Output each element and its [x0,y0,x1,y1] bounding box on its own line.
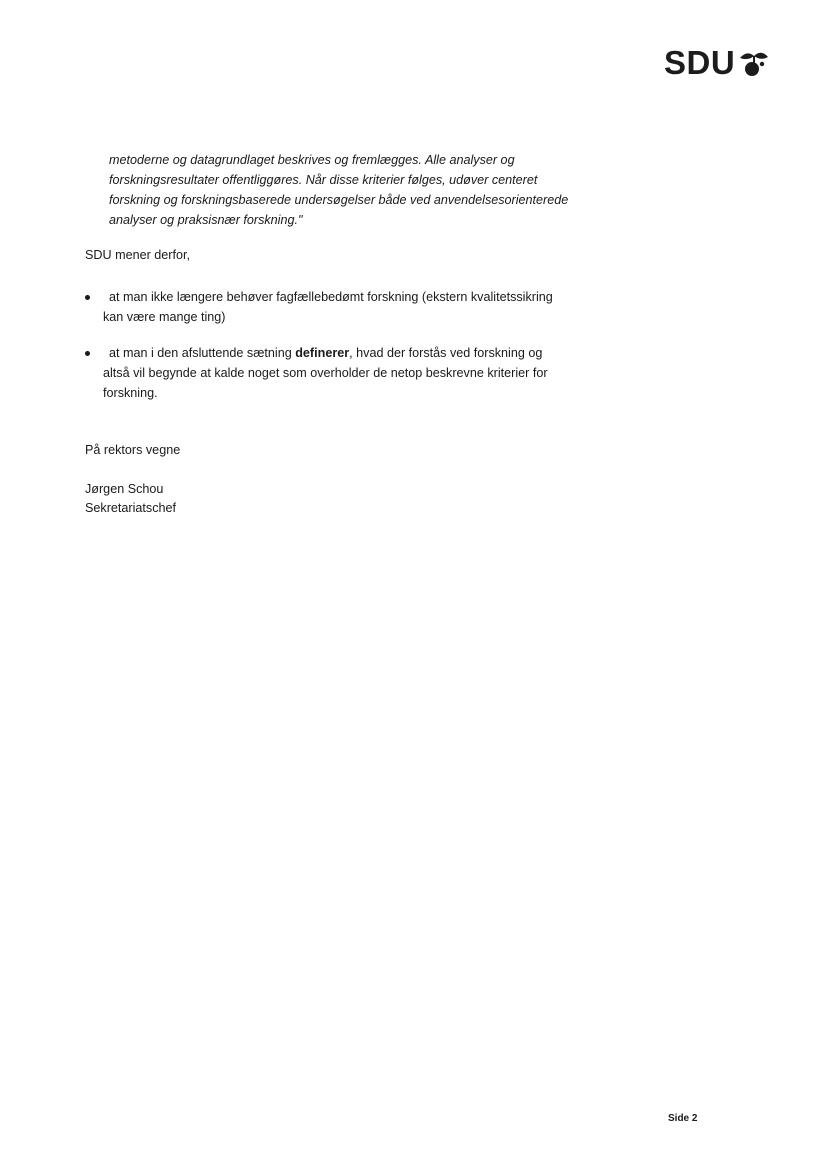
quote-line: analyser og praksisnær forskning." [109,213,303,227]
intro-text: SDU mener derfor, [85,248,190,262]
bullet-text-segment: at man i den afsluttende sætning [109,346,296,360]
bullet-bold-word: definerer [295,346,350,360]
signature-title: Sekretariatschef [85,501,176,515]
list-item [85,287,605,327]
list-item [85,343,605,403]
bullet-line: altså vil begynde at kalde noget som overholder de netop beskrevne kriterier for [103,366,548,380]
quote-line: forskningsresultater offentliggøres. Når disse kriterier følges, udøver centeret [109,173,538,187]
signature-block [85,480,176,518]
logo-text: SDU [664,44,736,81]
signature-name: Jørgen Schou [85,482,164,496]
closing-text: På rektors vegne [85,443,181,457]
bullet-line: at man ikke længere behøver fagfællebedømt forskning (ekstern kvalitetssikring [109,290,553,304]
page-number: Side 2 [668,1113,698,1124]
bullet-text-segment: , hvad der forstås ved forskning og [349,346,543,360]
logo-apple-icon [737,45,771,79]
quote-paragraph [109,150,629,230]
bullet-icon [85,295,90,300]
sdu-logo [664,46,771,79]
bullet-line: kan være mange ting) [103,310,226,324]
bullet-icon [85,351,90,356]
bullet-list [85,287,605,419]
quote-line: forskning og forskningsbaserede undersøgelser både ved anvendelsesorienterede [109,193,569,207]
quote-line: metoderne og datagrundlaget beskrives og fremlægges. Alle analyser og [109,153,515,167]
bullet-line: forskning. [103,386,158,400]
